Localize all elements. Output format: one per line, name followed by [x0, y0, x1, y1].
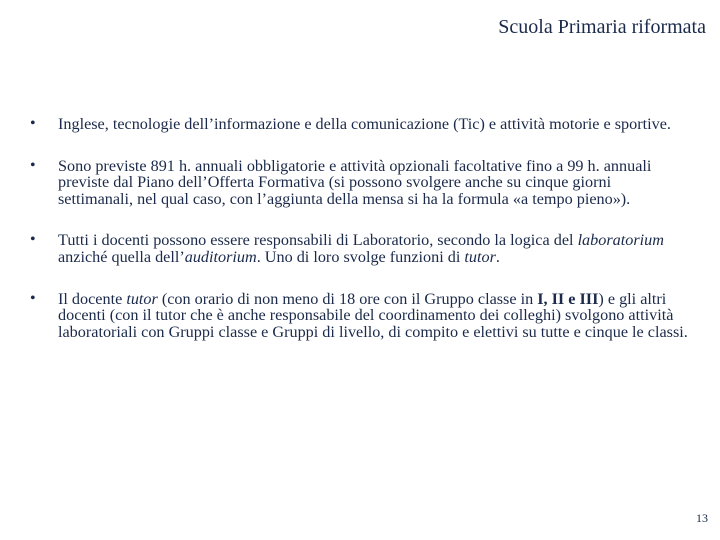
bullet-list — [30, 116, 690, 340]
bullet-text-part: (con orario di non meno di 18 ore con il Gruppo classe in — [157, 289, 538, 308]
bullet-text-part: . — [495, 247, 500, 266]
page-number: 13 — [696, 511, 708, 525]
bullet-text-part: Tutti i docenti possono essere responsabili di Laboratorio, secondo la logica del — [58, 231, 578, 250]
bullet-text-part: Il docente — [58, 289, 127, 308]
bullet-text-italic: tutor — [126, 289, 158, 308]
bullet-text-italic: laboratorium — [577, 231, 664, 250]
bullet-text-part: ) e gli altri docenti (con il tutor che è anche responsabile del coordinamento dei colleghi) svolgono attività laboratoriali con Gruppi classe e Gruppi di livello, di compito e elettivi su tutte e cinque le classi. — [58, 289, 688, 341]
bullet-text-italic: auditorium — [184, 247, 257, 266]
bullet-text-italic: tutor — [464, 247, 496, 266]
bullet-item-hours — [30, 158, 690, 208]
bullet-item-subjects — [30, 116, 690, 133]
bullet-item-tutor — [30, 291, 690, 341]
bullet-text: Inglese, tecnologie dell’informazione e della comunicazione (Tic) e attività motorie e sportive. — [58, 115, 671, 133]
bullet-icon: • — [30, 289, 36, 307]
bullet-icon: • — [30, 231, 36, 249]
bullet-text: Sono previste 891 h. annuali obbligatorie e attività opzionali facoltative fino a 99 h. annuali previste dal Piano dell’Offerta Formativa (si possono svolgere anche su cinque giorni settimanali, nel qual caso, con l’aggiunta della mensa si ha la formula «a tempo pieno»). — [58, 156, 652, 208]
bullet-text-part: . Uno di loro svolge funzioni di — [256, 247, 465, 266]
bullet-text-part: anziché quella dell’ — [58, 247, 185, 266]
slide-title: Scuola Primaria riformata — [498, 16, 706, 38]
bullet-item-laboratory — [30, 232, 690, 265]
bullet-icon: • — [30, 115, 36, 132]
bullet-icon: • — [30, 156, 36, 174]
bullet-text-bold: I, II e III — [537, 289, 599, 308]
